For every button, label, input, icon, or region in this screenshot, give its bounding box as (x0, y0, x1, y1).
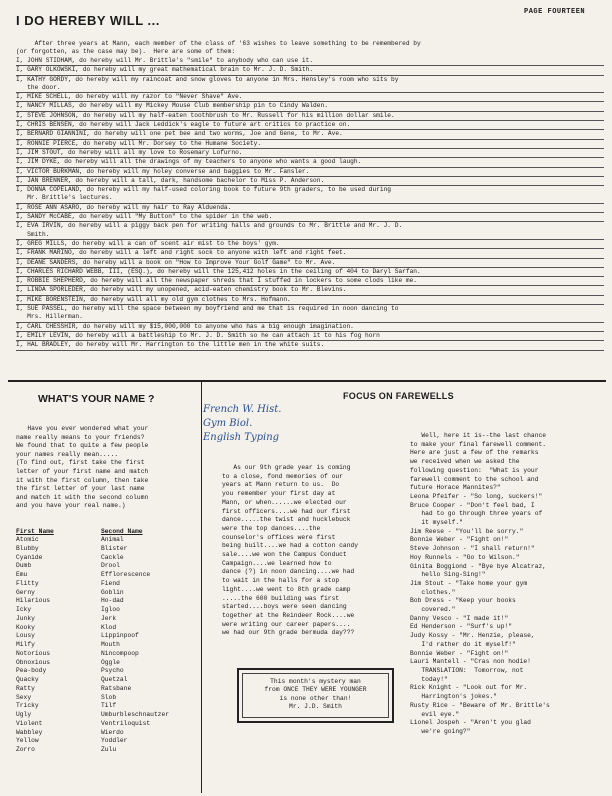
will-item: I, HAL BRADLEY, do hereby will Mr. Harrington to the little men in the white suits. (16, 341, 604, 350)
second-name-entry: Yoddler (101, 737, 128, 745)
second-name-entry: Oggle (101, 658, 120, 666)
will-item: I, RONNIE PIERCE, do hereby will Mr. Dorsey to the Humane Society. (16, 140, 604, 149)
will-item: I, CARL CHESSHIR, do hereby will my $15,000,000 to anyone who has a big enough imagination. (16, 323, 604, 332)
will-item: I, LINDA SPORLEDER, do hereby will my unopened, acid-eaten chemistry book to Mr. Blevins. (16, 286, 604, 295)
will-list (16, 57, 604, 351)
will-section-intro: After three years at Mann, each member of the class of '63 wishes to leave something to be remembered by (or forgotten, as the case may be). Here are some of them: (16, 40, 421, 56)
will-item: I, DEANE SANDERS, do hereby will a book on "How to Improve Your Golf Game" to Mr. Ave. (16, 259, 604, 268)
farewell-section-title: FOCUS ON FAREWELLS (343, 391, 454, 401)
will-item: I, GARY OLKOWSKI, do hereby will my great mathematical brain to Mr. J. D. Smith. (16, 66, 604, 75)
will-item: I, JIM STOUT, do hereby will all my love to Rosemary Lofurno. (16, 149, 604, 158)
will-item: I, KATHY GORDY, do hereby will my raincoat and snow gloves to anyone in Mrs. Hensley's room who sits by the door. (16, 76, 604, 94)
second-name-entry: Goblin (101, 588, 124, 596)
second-name-entry: Nincompoop (101, 649, 139, 657)
first-name-entry: Ugly (16, 711, 32, 718)
first-name-entry: Gerny (16, 588, 35, 596)
second-name-entry: Mouth (101, 641, 120, 648)
handwriting-line: Gym Biol. (203, 418, 253, 429)
second-name-column (101, 536, 169, 755)
first-name-entry: Milfy (16, 641, 35, 648)
will-section-title: I DO HEREBY WILL ... (16, 13, 160, 28)
mystery-man-text: This month's mystery man from ONCE THEY WERE YOUNGER is none other than! (264, 678, 367, 702)
first-name-entry: Icky (16, 606, 32, 613)
second-name-entry: Fiend (101, 579, 120, 587)
will-item: I, JAN BRENNER, do hereby will a tall, dark, handsome bachelor to Miss P. Anderson. (16, 177, 604, 186)
will-item: I, CHARLES RICHARD WEBB, III, (ESQ.), do hereby will the 125,412 holes in the ceiling of 404 to Daryl Sarfan. (16, 268, 604, 277)
second-name-entry: Lippinpoof (101, 632, 139, 640)
will-item: I, STEVE JOHNSON, do hereby will my half-eaten toothbrush to Mr. Russell for his million dollar smile. (16, 112, 604, 121)
first-name-entry: Wabbley (16, 728, 43, 736)
will-item: I, DONNA COPELAND, do hereby will my half-used coloring book to future 9th graders, to be used during Mr. Brittle's lectures. (16, 186, 604, 204)
section-divider (8, 380, 606, 382)
second-name-entry: Wierdo (101, 728, 124, 736)
will-item: I, JOHN STIDHAM, do hereby will Mr. Brittle's "smile" to anybody who can use it. (16, 57, 604, 66)
first-name-entry: Notorious (16, 649, 51, 657)
first-name-entry: Ratty (16, 684, 35, 692)
second-name-entry: Drool (101, 562, 120, 570)
first-name-entry: Violent (16, 719, 43, 727)
second-name-header: Second Name (101, 528, 143, 535)
first-name-entry: Tricky (16, 702, 39, 710)
second-name-entry: Jerk (101, 614, 117, 622)
will-item: I, EVA IRVIN, do hereby will a piggy back pen for writing halls and grounds to Mr. Brittle and Mr. J. D. Smith. (16, 222, 604, 240)
will-item: I, EMILY LEVIN, do hereby will a battleship to Mr. J. D. Smith so he can attach it to his fog horn (16, 332, 604, 341)
first-name-entry: Atomic (16, 536, 39, 543)
handwritten-note (203, 404, 383, 460)
first-name-entry: Cyanide (16, 553, 43, 561)
first-name-entry: Yellow (16, 737, 39, 745)
will-item: I, ROSE ANN ASARO, do hereby will my hair to Ray Alduenda. (16, 204, 604, 213)
will-item: I, SUE PASSEL, do hereby will the space between my boyfriend and me that is required in noon dancing to Mrs. Hillerman. (16, 305, 604, 323)
handwriting-line: French W. Hist. (203, 404, 282, 415)
first-name-entry: Quacky (16, 676, 39, 683)
first-name-entry: Blubby (16, 544, 39, 552)
second-name-entry: Ventriloquist (101, 719, 151, 727)
second-name-entry: Klod (101, 623, 117, 631)
second-name-entry: Ratsbane (101, 684, 132, 692)
will-item: I, CHRIS BENSEN, do hereby will Jack Leddick's eagle to future art critics to practice on. (16, 121, 604, 130)
farewell-memories-text: As our 9th grade year is coming to a close, fond memories of our years at Mann return to us. Do you remember your first day at Mann, or when......we elected our first officers....we had our first dance.....the twist and hucklebuck were the top dances....the counselor's offices were first being built....we had a cotton candy sale....we won the Campus Conduct Campaign....we learned how to dance (?) in noon dancing....we had to wait in the halls for a stop light....we went to 8th grade camp .....the 600 building was first started....boys were seen dancing together at the Reindeer Rock....we were writing our career papers.... we had our 9th grade bermuda day??? (222, 464, 359, 637)
will-item: I, VICTOR BURKMAN, do hereby will my holey converse and baggies to Mr. Fansler. (16, 168, 604, 177)
will-item: I, FRANK MARINO, do hereby will a left and right sock to anyone with left and right feet. (16, 249, 604, 258)
will-item: I, SANDY McCABE, do hereby will "My Button" to the spider in the web. (16, 213, 604, 222)
first-name-entry: Kooky (16, 623, 35, 631)
first-name-entry: Lousy (16, 632, 35, 640)
first-name-entry: Zorro (16, 746, 35, 753)
will-item: I, ROBBIE SHEPHERD, do hereby will all the newspaper shreds that I stuffed in lockers to some clods like me. (16, 277, 604, 286)
second-name-entry: Quetzal (101, 676, 128, 683)
first-name-entry: Sexy (16, 693, 32, 701)
will-item: I, JIM DYKE, do hereby will all the drawings of my teachers to anyone who wants a good laugh. (16, 158, 604, 167)
first-name-column (16, 536, 50, 755)
first-name-entry: Pea-body (16, 667, 47, 675)
first-name-header: First Name (16, 528, 54, 535)
first-name-entry: Hilarious (16, 597, 51, 605)
first-name-entry: Dumb (16, 562, 32, 570)
second-name-entry: Psycho (101, 667, 124, 675)
second-name-entry: Tilf (101, 702, 117, 710)
first-name-entry: Flitty (16, 579, 39, 587)
farewell-comments-text: Well, here it is--the last chance to make your final farewell comment. Here are just a few of the remarks we received when we asked the following question: "What is your farewell comment to the school and future Horace Mannites?" Leona Pfeifer - "So long, suckers!" Bruce Cooper - "Don't feel bad, I had to go through three years of it myself." Jim Reese - "You'll be sorry." Bonnie Weber - "Fight on!" Steve Johnson - "I shall return!" Hoy Runnels - "Go to Wilson." Ginita Boggiond - "Bye bye Alcatraz, hello Sing-Sing!" Jim Stout - "Take home your gym clothes." Bob Dress - "Keep your books covered." Danny Vesco - "I made it!" Ed Henderson - "Surf's up!" Judy Kossy - "Mr. Henzie, please, I'd rather do it myself!" Bonnie Weber - "Fight on!" Lauri Mantell - "Cras non hodie! TRANSLATION: Tomorrow, not today!" Rick Knight - "Look out for Mr. Harrington's jokes." Rusty Rice - "Beware of Mr. Brittle's evil eye." Lionel Jospeh - "Aren't you glad we're going?" (410, 432, 550, 735)
second-name-entry: Cackle (101, 553, 124, 561)
first-name-entry: Emu (16, 571, 28, 578)
first-name-entry: Obnoxious (16, 658, 51, 666)
will-item: I, BERNARD GIANNINI, do hereby will one pet bee and two worms, Joe and Gene, to Mr. Ave. (16, 130, 604, 139)
will-item: I, NANCY MILLAS, do hereby will my Mickey Mouse Club membership pin to Cindy Walden. (16, 102, 604, 111)
first-name-entry: Junky (16, 614, 35, 622)
page-number: PAGE FOURTEEN (524, 8, 586, 16)
second-name-entry: Slob (101, 693, 117, 701)
will-item: I, MIKE BORENSTEIN, do hereby will all my old gym clothes to Mrs. Hofmann. (16, 296, 604, 305)
second-name-entry: Efflorescence (101, 571, 151, 578)
will-item: I, MIKE SCHELL, do hereby will my razor to "Never Shave" Ave. (16, 93, 604, 102)
second-name-entry: Ho-dad (101, 597, 124, 605)
second-name-entry: Umburbleschnautzer (101, 711, 170, 718)
second-name-entry: Igloo (101, 606, 120, 613)
second-name-entry: Blister (101, 544, 128, 552)
second-name-entry: Zulu (101, 746, 117, 753)
will-item: I, GREG MILLS, do hereby will a can of scent air mist to the boys' gym. (16, 240, 604, 249)
mystery-man-name: Mr. J.D. Smith (289, 703, 342, 710)
name-section-intro: Have you ever wondered what your name really means to your friends? We found that to quite a few people your names really mean..... (To find out, first take the first letter of your first name and match it with the first column, then take the first letter of your last name and match it with the second column and you have your real name.) (16, 425, 149, 510)
second-name-entry: Animal (101, 536, 124, 543)
name-section-title: WHAT'S YOUR NAME ? (38, 393, 155, 405)
handwriting-line: English Typing (203, 432, 280, 443)
